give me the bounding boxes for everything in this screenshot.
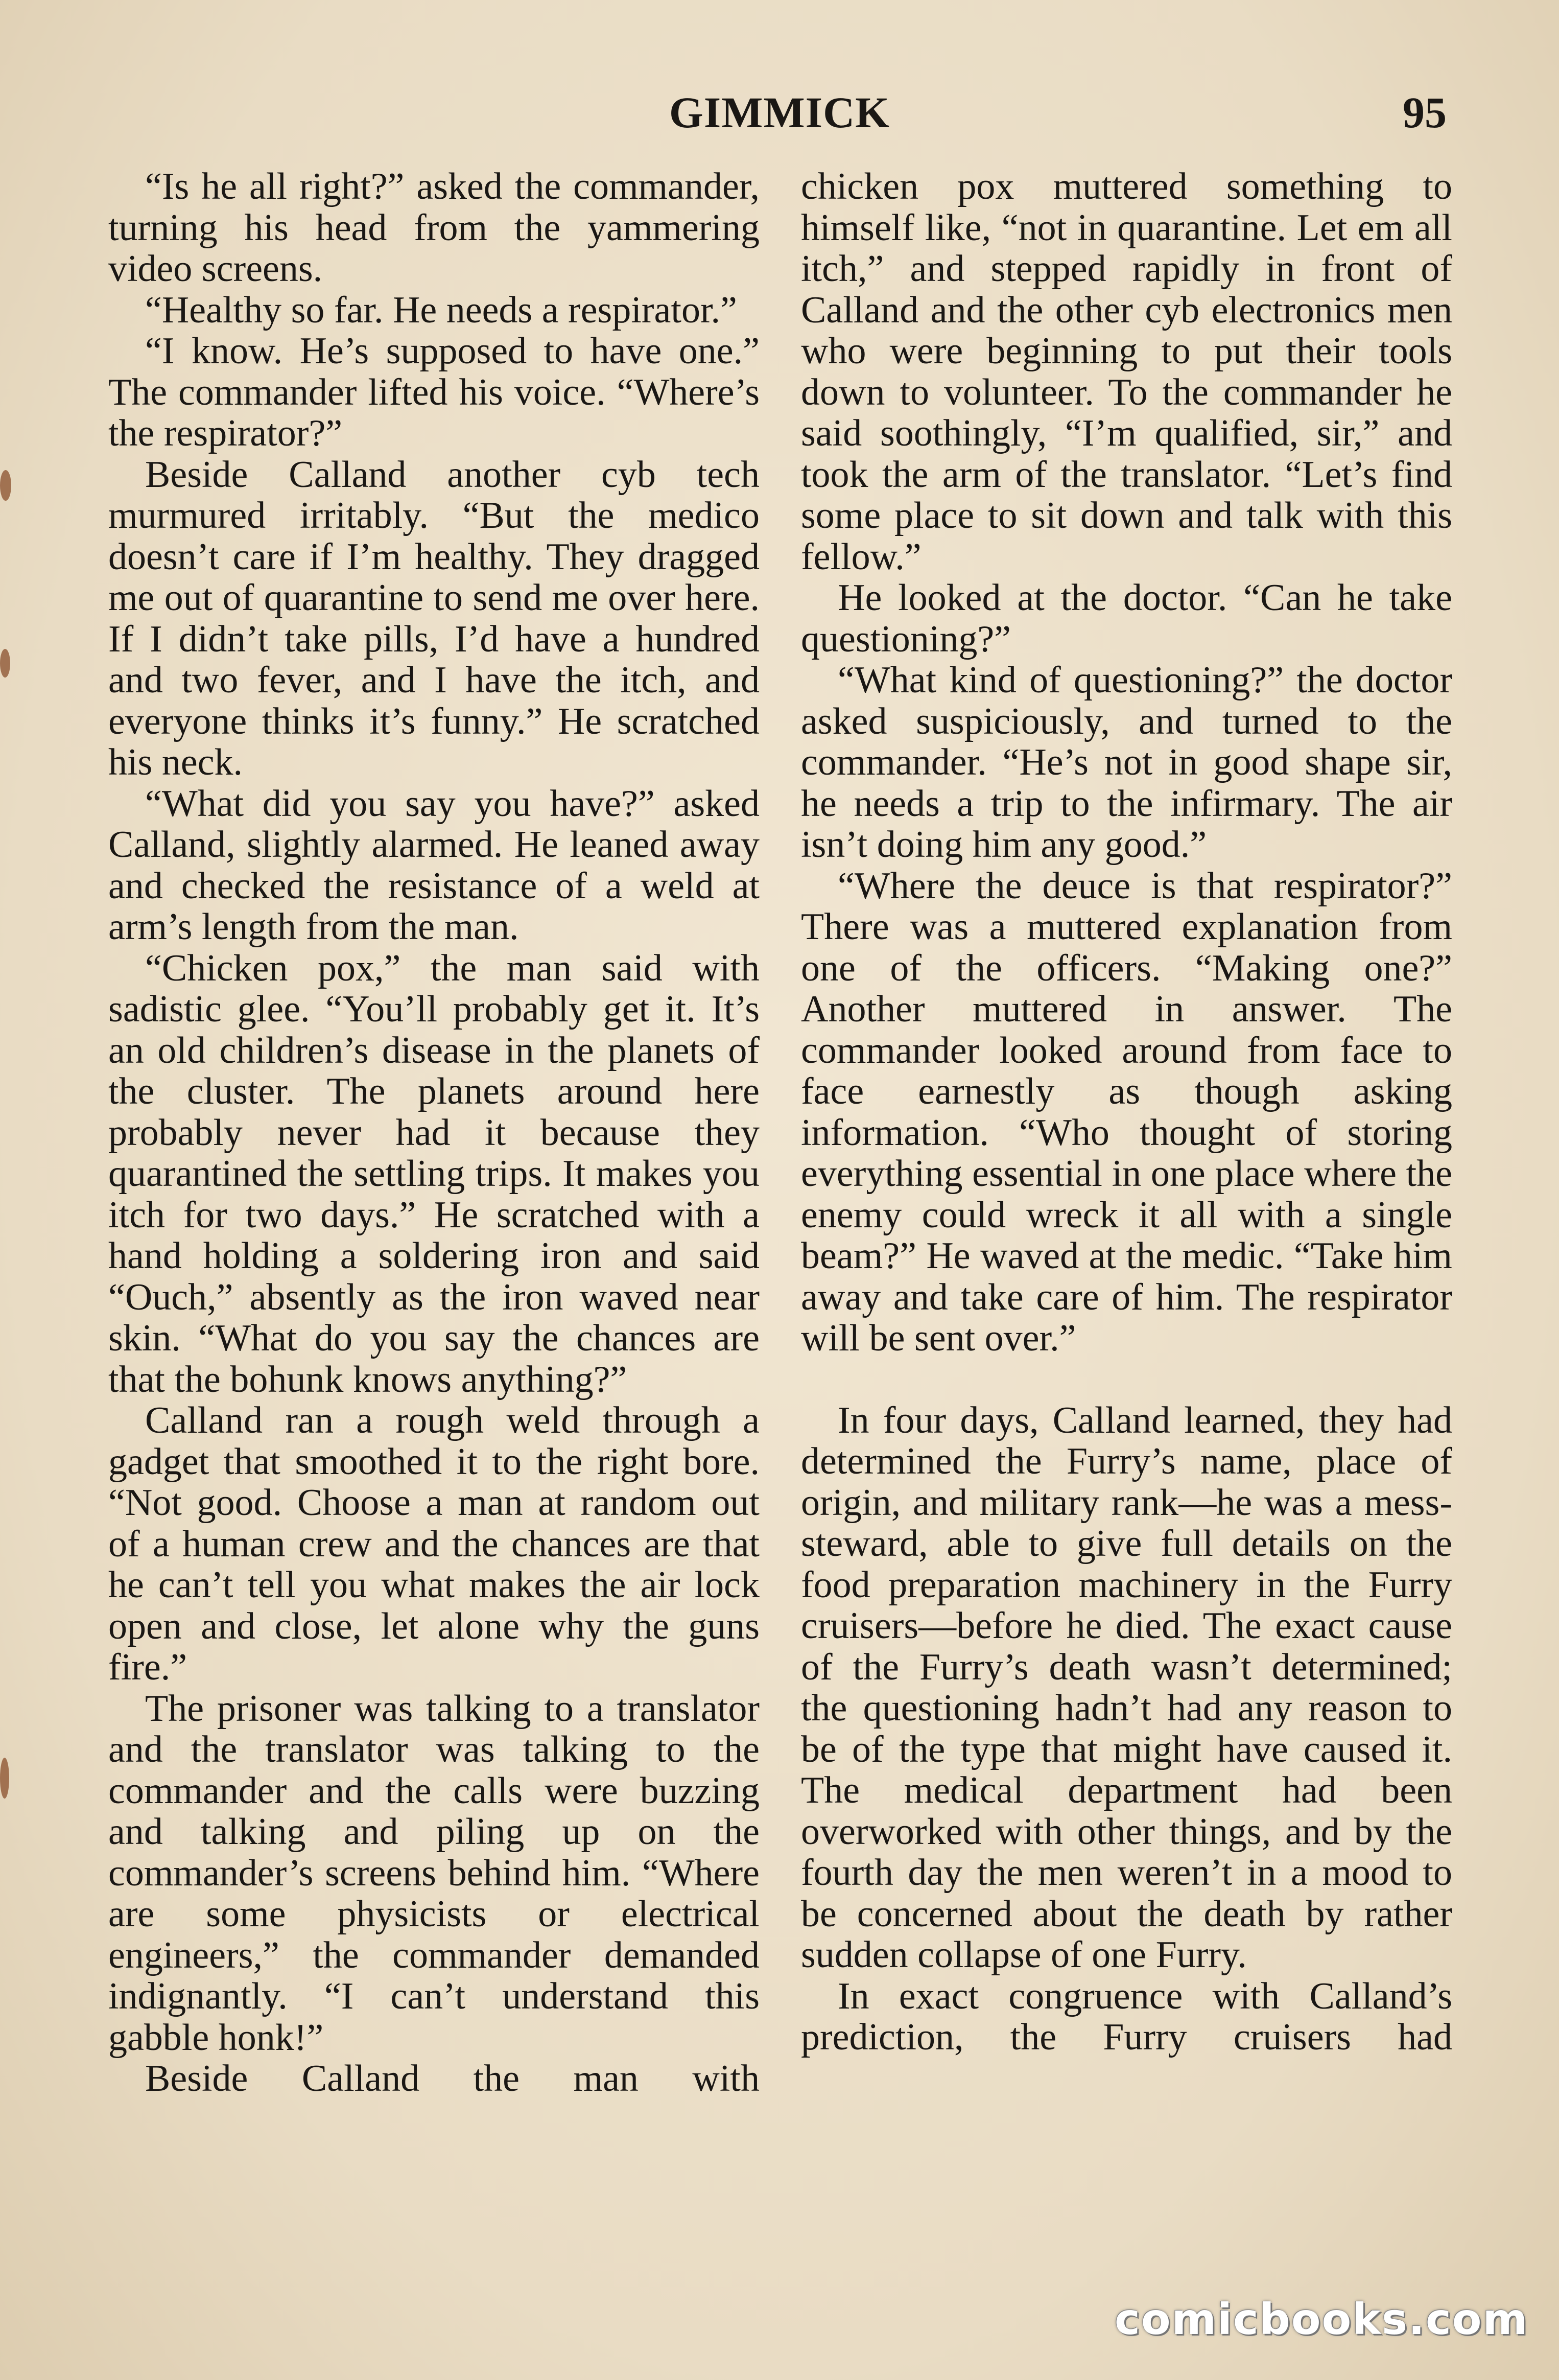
paragraph: Beside Calland the man with — [145, 2058, 760, 2099]
paper-stain — [0, 649, 10, 678]
page-header — [0, 87, 1559, 143]
paragraph: The prisoner was talking to a translator and the translator was talking to the commander and the calls were buzzing and talking and piling up on the commander’s screens behind him. “Where are some physicists or electrical engineers,” the commander demanded indignantly. “I can’t understand this gabble honk!” — [108, 1687, 760, 2059]
paragraph: “Is he all right?” asked the commander, turning his head from the yammering video screens. — [108, 166, 760, 290]
paragraph: “What kind of questioning?” the doctor asked suspiciously, and turned to the commander. “He’s not in good shape sir, he needs a trip to the infirmary. The air isn’t doing him any good.” — [801, 659, 1452, 866]
paper-stain — [0, 1758, 9, 1799]
paragraph: “Healthy so far. He needs a respirator.” — [145, 289, 737, 331]
paragraph: “Where the deuce is that respirator?” There was a muttered explanation from one of the officers. “Making one?” Another muttered in answer. The commander looked around from face to face earnestly as though asking information. “Who thought of storing everything essential in one place where the enemy could wreck it all with a single beam?” He waved at the medic. “Take him away and take care of him. The respirator will be sent over.” — [801, 865, 1452, 1359]
paper-stain — [0, 470, 11, 501]
running-title: GIMMICK — [669, 88, 890, 137]
paragraph: Beside Calland another cyb tech murmured irritably. “But the medico doesn’t care if I’m healthy. They dragged me out of quarantine to send me over here. If I didn’t take pills, I’d have a hundred and two fever, and I have the itch, and everyone thinks it’s funny.” He scratched his neck. — [108, 453, 760, 783]
paragraph: In exact congruence with Calland’s prediction, the Furry cruisers had — [801, 1975, 1452, 2058]
paragraph: Calland ran a rough weld through a gadget that smoothed it to the right bore. “Not good. Choose a man at random out of a human crew and the chances are that he can’t tell you what makes the air lock open and close, let alone why the guns fire.” — [108, 1399, 760, 1688]
paragraph: In four days, Calland learned, they had determined the Furry’s name, place of origin, and military rank—he was a mess-steward, able to give full details on the food preparation machinery in the Furry cruisers—before he died. The exact cause of the Furry’s death wasn’t determined; the questioning hadn’t had any reason to be of the type that might have caused it. The medical department had been overworked with other things, and by the fourth day the men weren’t in a mood to be concerned about the death by rather sudden collapse of one Furry. — [801, 1399, 1452, 1976]
paragraph: “I know. He’s supposed to have one.” The commander lifted his voice. “Where’s the respirator?” — [108, 330, 760, 454]
paragraph: “What did you say you have?” asked Calland, slightly alarmed. He leaned away and checked the resistance of a weld at arm’s length from the man. — [108, 782, 760, 948]
watermark-logo: comicbooks.com — [1115, 2294, 1528, 2344]
paragraph: He looked at the doctor. “Can he take questioning?” — [801, 577, 1452, 660]
right-column — [801, 166, 1452, 2058]
page-number: 95 — [1403, 88, 1447, 137]
left-column — [108, 166, 760, 2099]
paragraph: chicken pox muttered something to himself like, “not in quarantine. Let em all itch,” and stepped rapidly in front of Calland and the other cyb electronics men who were beginning to put their tools down to volunteer. To the commander he said soothingly, “I’m qualified, sir,” and took the arm of the translator. “Let’s find some place to sit down and talk with this fellow.” — [801, 166, 1452, 578]
paragraph: “Chicken pox,” the man said with sadistic glee. “You’ll probably get it. It’s an old children’s disease in the planets of the cluster. The planets around here probably never had it because they quarantined the settling trips. It makes you itch for two days.” He scratched with a hand holding a soldering iron and said “Ouch,” absently as the iron waved near skin. “What do you say the chances are that the bohunk knows anything?” — [108, 947, 760, 1401]
